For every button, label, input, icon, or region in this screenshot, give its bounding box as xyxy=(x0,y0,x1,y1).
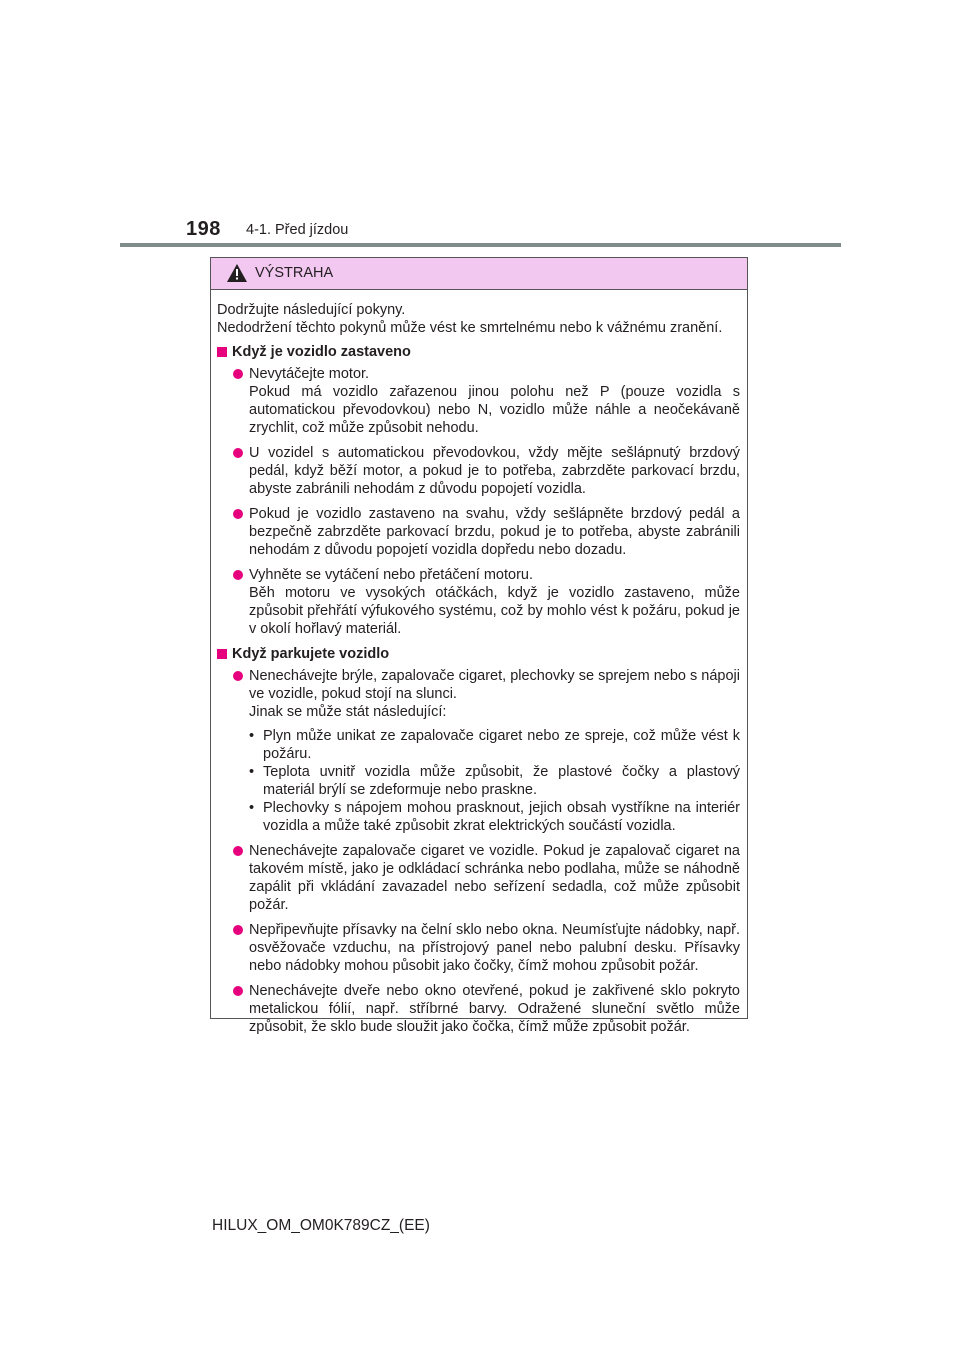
item-text: Pokud má vozidlo zařazenou jinou polohu než P (pouze vozidla s automatickou převodovkou) nebo N, vozidlo může náhle a neočekávaně zrychlit, což může způsobit nehodu. xyxy=(249,384,740,436)
round-bullet-icon xyxy=(233,846,243,856)
list-item xyxy=(217,982,740,1036)
section-heading-stopped: Když je vozidlo zastaveno xyxy=(217,343,740,361)
item-text: Jinak se může stát následující: xyxy=(249,704,447,720)
document-code: HILUX_OM_OM0K789CZ_(EE) xyxy=(212,1217,430,1234)
item-lead: Nenechávejte brýle, zapalovače cigaret, plechovky se sprejem nebo s nápoji ve vozidle, pokud stojí na slunci. xyxy=(249,668,740,702)
round-bullet-icon xyxy=(233,369,243,379)
list-item xyxy=(217,444,740,498)
section-title: 4-1. Před jízdou xyxy=(246,222,349,238)
round-bullet-icon xyxy=(233,570,243,580)
item-text: Pokud je vozidlo zastaveno na svahu, vždy sešlápněte brzdový pedál a bezpečně zabrzděte parkovací brzdu, pokud je to potřeba, abyste zabránili nehodám z důvodu popojetí vozidla dopředu nebo dozadu. xyxy=(249,506,740,558)
round-bullet-icon xyxy=(233,986,243,996)
item-text: Nenechávejte zapalovače cigaret ve vozidle. Pokud je zapalovač cigaret na takovém místě, jako je odkládací schránka nebo podlaha, může se náhodně zapálit při vkládání zavazadel nebo seřízení sedadla, což může způsobit požár. xyxy=(249,843,740,913)
warning-triangle-icon xyxy=(227,264,247,282)
sub-list-item: • Teplota uvnitř vozidla může způsobit, že plastové čočky a plastový materiál brýlí se zdeformuje nebo praskne. xyxy=(249,763,740,799)
item-text: Nenechávejte dveře nebo okno otevřené, pokud je zakřivené sklo pokryto metalickou fólií, např. stříbrné barvy. Odražené sluneční světlo může způsobit, že sklo bude sloužit jako čočka, čímž může způsobit požár. xyxy=(249,983,740,1035)
square-bullet-icon xyxy=(217,649,227,659)
warning-intro xyxy=(217,301,740,337)
list-item xyxy=(217,842,740,914)
item-text: U vozidel s automatickou převodovkou, vždy mějte sešlápnutý brzdový pedál, když běží motor, a pokud je to potřeba, zabrzděte parkovací brzdu, abyste zabránili nehodám z důvodu popojetí vozidla. xyxy=(249,445,740,497)
section-heading-parking: Když parkujete vozidlo xyxy=(217,645,740,663)
page-number: 198 xyxy=(186,218,221,240)
warning-box xyxy=(210,257,748,1035)
warning-body xyxy=(211,290,747,1036)
round-bullet-icon xyxy=(233,925,243,935)
list-item xyxy=(217,505,740,559)
list-item xyxy=(217,365,740,437)
header-divider xyxy=(120,243,841,247)
intro-line-2: Nedodržení těchto pokynů může vést ke smrtelnému nebo k vážnému zranění. xyxy=(217,320,723,336)
round-bullet-icon xyxy=(233,671,243,681)
item-text: Běh motoru ve vysokých otáčkách, když je vozidlo zastaveno, může způsobit přehřátí výfukového systému, což by mohlo vést k požáru, pokud je v okolí hořlavý materiál. xyxy=(249,585,740,637)
list-item xyxy=(217,667,740,835)
round-bullet-icon xyxy=(233,509,243,519)
round-bullet-icon xyxy=(233,448,243,458)
warning-title: VÝSTRAHA xyxy=(255,265,334,281)
intro-line-1: Dodržujte následující pokyny. xyxy=(217,302,406,318)
warning-header xyxy=(211,258,747,290)
square-bullet-icon xyxy=(217,347,227,357)
list-item xyxy=(217,566,740,638)
sub-list-item: • Plechovky s nápojem mohou prasknout, jejich obsah vystříkne na interiér vozidla a může také způsobit zkrat elektrických součástí vozidla. xyxy=(249,799,740,835)
item-lead: Nevytáčejte motor. xyxy=(249,366,370,382)
sub-list-item: • Plyn může unikat ze zapalovače cigaret nebo ze spreje, což může vést k požáru. xyxy=(249,727,740,763)
list-item xyxy=(217,921,740,975)
item-text: Nepřipevňujte přísavky na čelní sklo nebo okna. Neumísťujte nádobky, např. osvěžovače vzduchu, na přístrojový panel nebo palubní desku. Přísavky nebo nádobky mohou působit jako čočky, čímž mohou způsobit požár. xyxy=(249,922,740,974)
sub-list xyxy=(249,727,740,835)
item-lead: Vyhněte se vytáčení nebo přetáčení motoru. xyxy=(249,567,533,583)
